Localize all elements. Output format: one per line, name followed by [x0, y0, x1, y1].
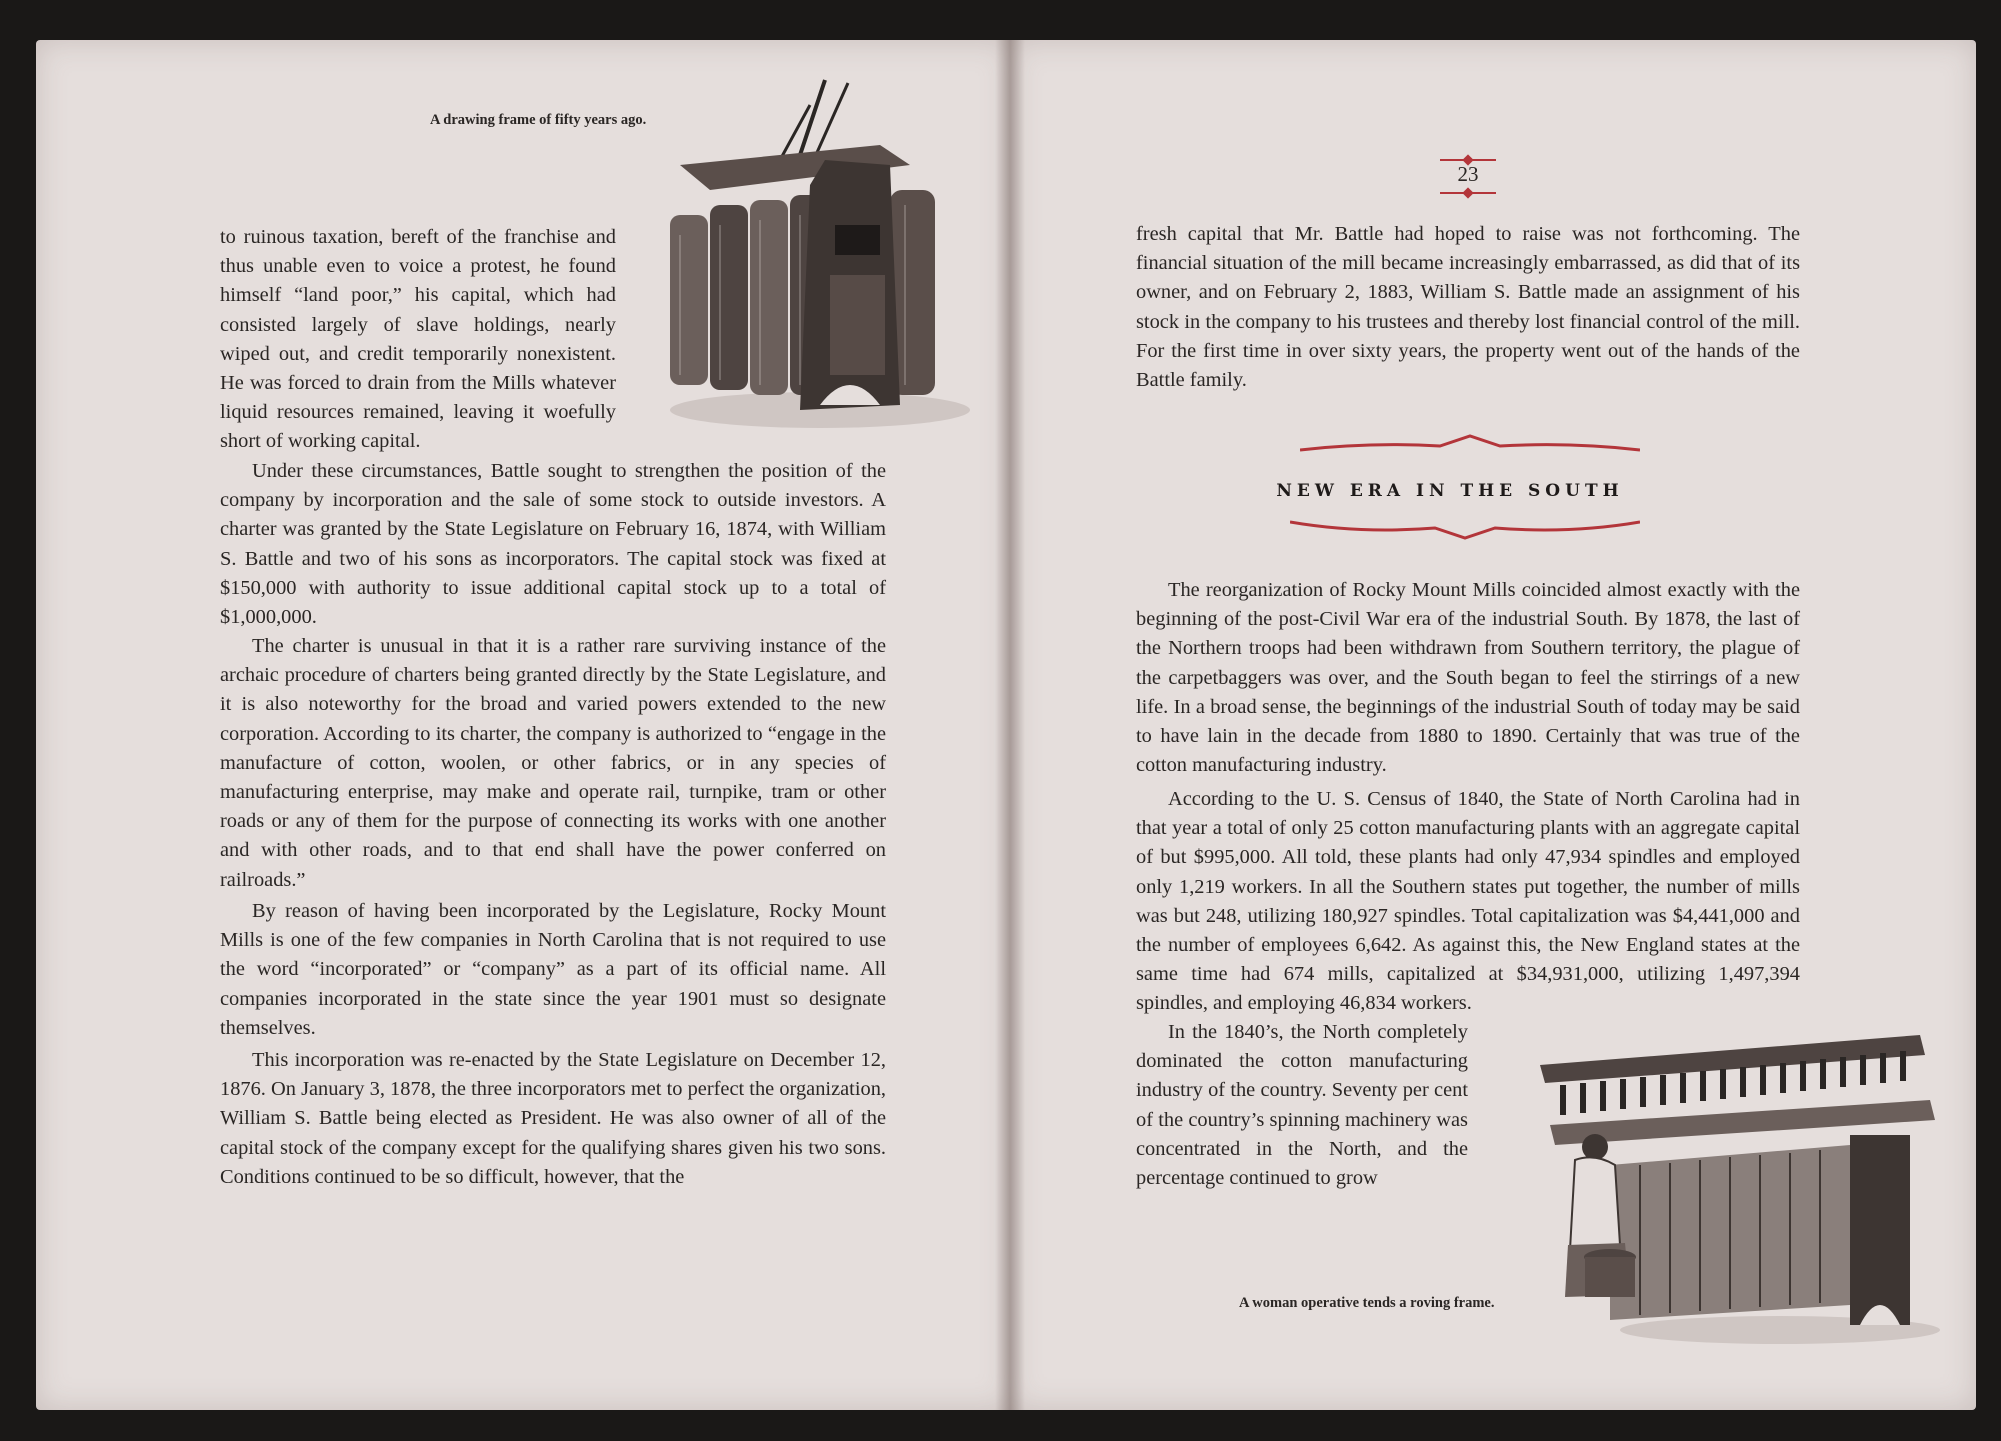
- section-ornament-top: [1300, 432, 1640, 456]
- right-paragraph-2: The reorganization of Rocky Mount Mills coincided almost exactly with the beginning of the post-Civil War era of the industrial South. By 1878, the last of the Northern troops had been withdrawn from Southern territory, the plague of the carpetbaggers was over, and the South began to feel the stirrings of a new life. In a broad sense, the beginnings of the industrial South of today may be said to have lain in the decade from 1880 to 1890. Certainly that was true of the cotton manufacturing industry.: [1136, 579, 1800, 777]
- caption-drawing-frame: A drawing frame of fifty years ago.: [430, 112, 647, 128]
- section-title: NEW ERA IN THE SOUTH: [1276, 481, 1624, 501]
- page-number-text: 23: [1457, 162, 1479, 186]
- caption-roving-frame: A woman operative tends a roving frame.: [1239, 1295, 1495, 1311]
- left-paragraph-4: By reason of having been incorporated by the Legislature, Rocky Mount Mills is one of the few companies in North Carolina that is not required to use the word “incorporated” or “company” as a part of its official name. All companies incorporated in the state since the year 1901 must so designate themselves.: [220, 900, 886, 1039]
- left-paragraph-5: This incorporation was re-enacted by the State Legislature on December 12, 1876. On January 3, 1878, the three incorporators met to perfect the organization, William S. Battle being elected as President. He was also owner of all of the capital stock of the company except for the qualifying shares given his two sons. Conditions continued to be so difficult, however, that the: [220, 1049, 886, 1188]
- left-paragraph-2: Under these circumstances, Battle sought to strengthen the position of the company by incorporation and the sale of some stock to outside investors. A charter was granted by the State Legislature on February 16, 1874, with William S. Battle and two of his sons as incorporators. The capital stock was fixed at $150,000 with authority to issue additional capital stock up to a total of $1,000,000.: [220, 460, 886, 629]
- left-paragraph-3: The charter is unusual in that it is a rather rare surviving instance of the archaic procedure of charters being granted directly by the State Legislature, and it is also noteworthy for the broad and varied powers extended to the new corporation. According to its charter, the company is authorized to “engage in the manufacture of cotton, woolen, or other fabrics, or in any species of manufacturing enterprise, may make and operate rail, turnpike, tram or other roads or any of them for the purpose of connecting its works with one another and with other roads, and to that end shall have the power conferred on railroads.”: [220, 635, 886, 891]
- right-paragraph-1: fresh capital that Mr. Battle had hoped to raise was not forthcoming. The financial situation of the mill became increasingly embarrassed, as did that of its owner, and on February 2, 1883, William S. Battle made an assignment of his stock in the company to his trustees and thereby lost financial control of the mill. For the first time in over sixty years, the property went out of the hands of the Battle family.: [1136, 223, 1800, 392]
- left-paragraph-1: to ruinous taxation, bereft of the franchise and thus unable even to voice a protest, he found himself “land poor,” his capital, which had consisted largely of slave holdings, nearly wiped out, and credit temporarily nonexistent. He was forced to drain from the Mills whatever liquid resources remained, leaving it woefully short of working capital.: [220, 226, 616, 453]
- book-gutter: [995, 40, 1025, 1410]
- section-ornament-bottom: [1290, 518, 1640, 542]
- right-paragraph-3: According to the U. S. Census of 1840, the State of North Carolina had in that year a total of only 25 cotton manufacturing plants with an aggregate capital of but $995,000. All told, these plants had only 47,934 spindles and employed only 1,219 workers. In all the Southern states put together, the number of mills was but 248, utilizing 180,927 spindles. Total capitalization was $4,441,000 and the number of employees 6,642. As against this, the New England states at the same time had 674 mills, capitalized at $34,931,000, utilizing 1,497,394 spindles, and employing 46,834 workers.: [1136, 788, 1800, 1015]
- roving-frame-illustration: [1540, 1035, 1940, 1345]
- right-paragraph-4: In the 1840’s, the North completely dominated the cotton manufacturing industry of the country. Seventy per cent of the country’s spinning machinery was concentrated in the North, and the percentage continued to grow: [1136, 1021, 1468, 1190]
- drawing-frame-illustration: [650, 75, 970, 430]
